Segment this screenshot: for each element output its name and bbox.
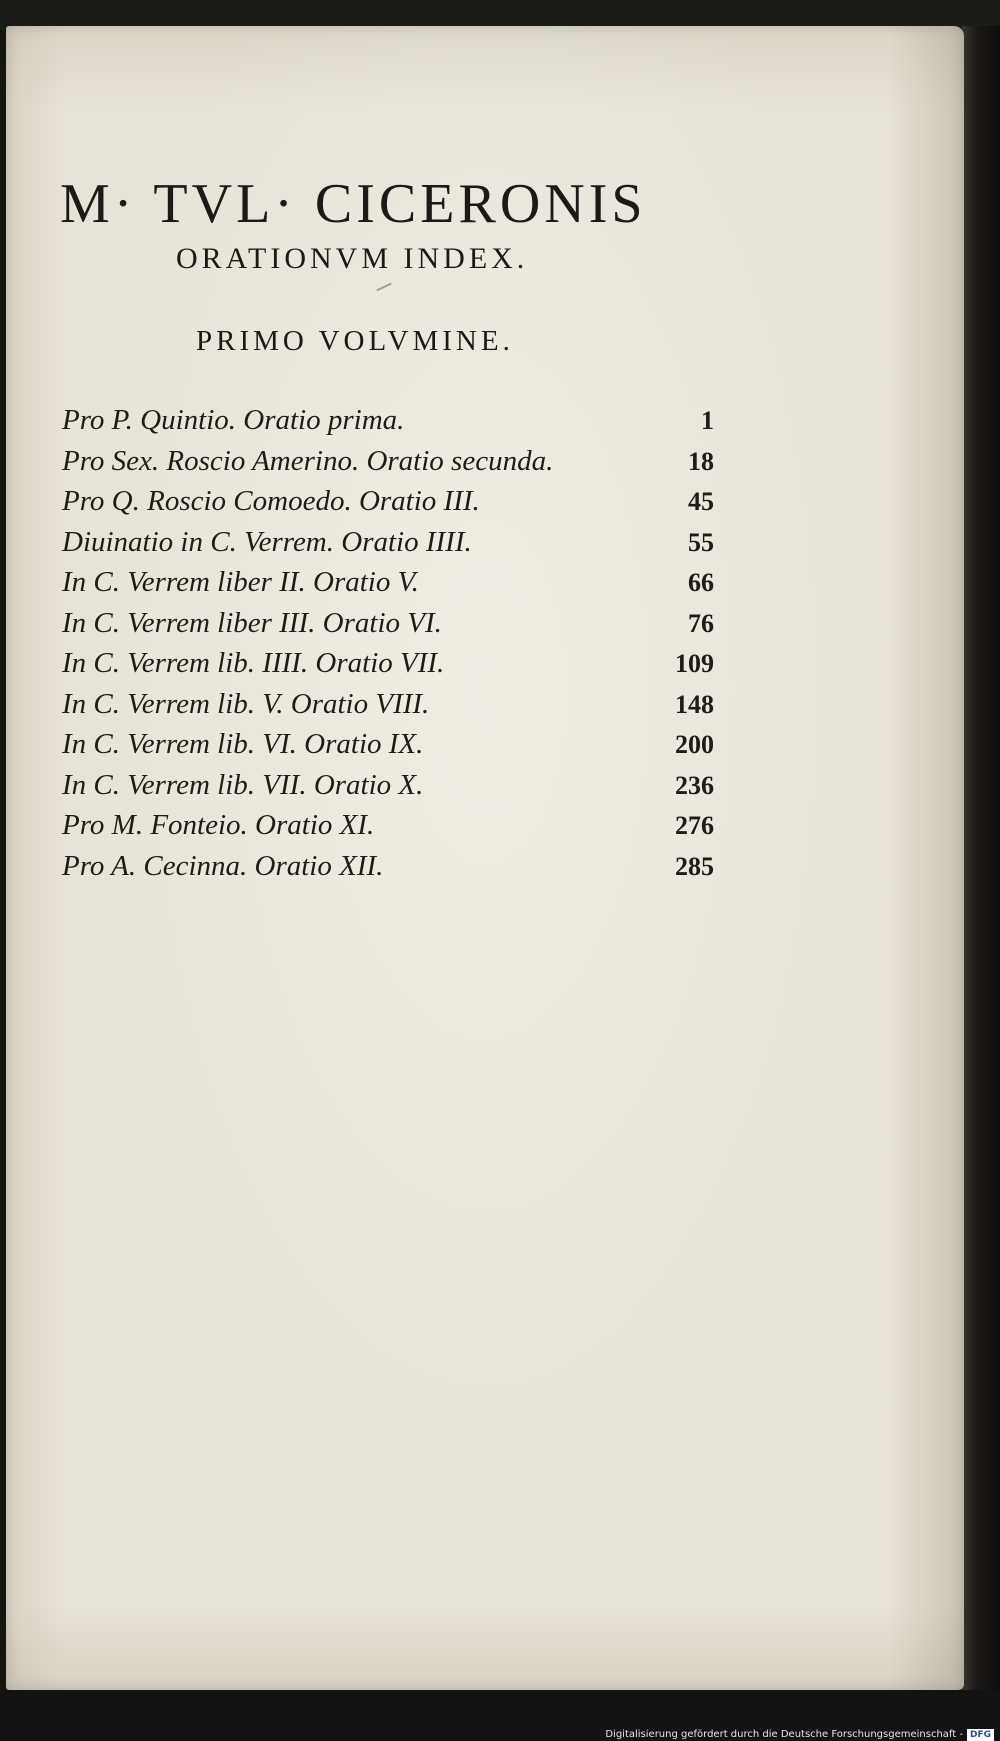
entry-page-number: 109 — [675, 649, 714, 678]
entry-page-number: 18 — [688, 446, 714, 476]
index-list — [62, 404, 722, 890]
index-row — [62, 526, 722, 567]
entry-page-number: 200 — [675, 730, 714, 759]
entry-page-number: 66 — [688, 568, 714, 597]
entry-title: Pro A. Cecinna. Oratio XII. — [62, 849, 384, 882]
index-row — [62, 850, 722, 891]
entry-title: In C. Verrem liber III. Oratio VI. — [62, 606, 442, 639]
entry-title: In C. Verrem lib. IIII. Oratio VII. — [62, 647, 445, 679]
book-edge — [962, 26, 1000, 1692]
credit-text: Digitalisierung gefördert durch die Deutsche Forschungsgemeinschaft - — [605, 1729, 963, 1740]
dfg-logo: DFG — [967, 1729, 994, 1741]
entry-page-number: 236 — [675, 770, 714, 800]
entry-title: Pro Q. Roscio Comoedo. Oratio III. — [62, 485, 480, 517]
entry-title: In C. Verrem lib. VII. Oratio X. — [62, 768, 424, 801]
index-row — [62, 728, 722, 769]
entry-title: Pro M. Fonteio. Oratio XI. — [62, 809, 375, 841]
index-row — [62, 647, 722, 688]
entry-page-number: 276 — [675, 811, 714, 840]
index-row — [62, 769, 722, 810]
entry-page-number: 148 — [675, 689, 714, 719]
index-row — [62, 607, 722, 648]
entry-page-number: 1 — [701, 406, 714, 435]
entry-title: Diuinatio in C. Verrem. Oratio IIII. — [62, 525, 472, 558]
entry-title: In C. Verrem lib. V. Oratio VIII. — [62, 687, 430, 720]
entry-page-number: 45 — [688, 487, 714, 516]
section-heading: PRIMO VOLVMINE. — [196, 325, 514, 357]
entry-title: In C. Verrem lib. VI. Oratio IX. — [62, 728, 424, 760]
entry-title: Pro P. Quintio. Oratio prima. — [62, 404, 405, 436]
entry-title: Pro Sex. Roscio Amerino. Oratio secunda. — [62, 444, 554, 477]
index-row — [62, 566, 722, 607]
index-row — [62, 445, 722, 486]
index-row — [62, 404, 722, 445]
entry-page-number: 76 — [688, 608, 714, 638]
digitization-credit — [605, 1728, 994, 1741]
entry-title: In C. Verrem liber II. Oratio V. — [62, 566, 419, 598]
page-subtitle: ORATIONVM INDEX. — [176, 242, 529, 275]
page-title: M· TVL· CICERONIS — [60, 173, 647, 235]
entry-page-number: 55 — [688, 527, 714, 557]
index-row — [62, 688, 722, 729]
entry-page-number: 285 — [675, 851, 714, 881]
index-row — [62, 809, 722, 850]
index-row — [62, 485, 722, 526]
